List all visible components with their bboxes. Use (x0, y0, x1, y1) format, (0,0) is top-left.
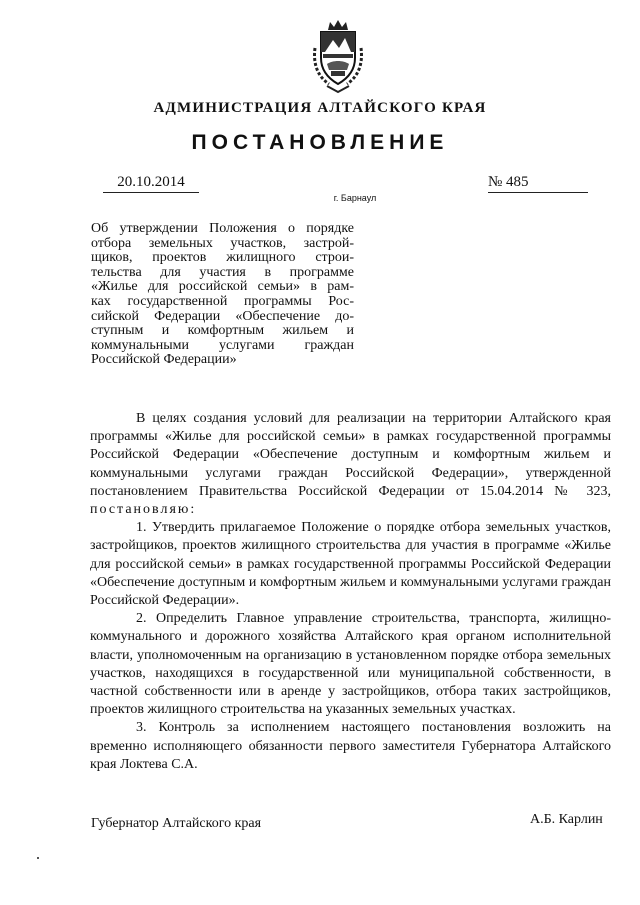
subject-line: щиков, проектов жилищного строи- (91, 250, 354, 266)
document-date: 20.10.2014 (103, 174, 199, 193)
city-label: г. Барнаул (333, 193, 377, 203)
preamble-paragraph (90, 410, 611, 519)
subject-line: отбора земельных участков, застрой- (91, 235, 354, 251)
document-body (90, 410, 611, 774)
subject-line: тельства для участия в программе (91, 264, 354, 280)
resolution-word: постановляю: (90, 502, 197, 518)
preamble-text: В целях создания условий для реализации на территории Алтайского края программы «Жилье для российской семьи» в рамках государственной программы Российской Федерации «Обеспечение доступным и комфортным жильем и коммунальными услугами граждан Российской Федерации», утвержденной постановлением Правительства Российской Федерации от 15.04.2014 № 323, (90, 411, 611, 499)
subject-line: Об утверждении Положения о порядке (91, 221, 354, 236)
subject-line: коммунальными услугами граждан (91, 337, 354, 353)
signatory-position: Губернатор Алтайского края (91, 816, 262, 831)
scan-mark (37, 857, 39, 859)
clause-1: 1. Утвердить прилагаемое Положение о порядке отбора земельных участков, застройщиков, проектов жилищного строительства для участия в программе «Жилье для российской семьи» в рамках государственной программы Российской Федерации «Обеспечение доступным и комфортным жильем и коммунальными услугами граждан Российской Федерации». (90, 520, 611, 609)
subject-line: ступным и комфортным жильем и (91, 323, 354, 339)
document-number: № 485 (488, 174, 588, 193)
subject-line: сийской Федерации «Обеспечение до- (91, 308, 354, 324)
coat-of-arms-icon (303, 18, 373, 96)
subject-line: ках государственной программы Рос- (91, 293, 354, 309)
clause-3: 3. Контроль за исполнением настоящего постановления возложить на временно исполняющего обязанности первого заместителя Губернатора Алтайского края Локтева С.А. (90, 720, 611, 772)
subject-line: Российской Федерации» (91, 352, 237, 368)
document-subject (91, 222, 354, 368)
subject-line: «Жилье для российской семьи» в рам- (91, 279, 354, 295)
organization-title: АДМИНИСТРАЦИЯ АЛТАЙСКОГО КРАЯ (153, 100, 487, 116)
signatory-name: А.Б. Карлин (530, 812, 603, 827)
document-type: ПОСТАНОВЛЕНИЕ (191, 131, 449, 154)
clause-2: 2. Определить Главное управление строительства, транспорта, жилищно-коммунального и дорожного хозяйства Алтайского края органом исполнительной власти, уполномоченным на организацию в установленном порядке отбора земельных участков, находящихся в государственной или муниципальной собственности, в частной собственности или в аренде у застройщиков, отбора таких застройщиков, проектов жилищного строительства на указанных земельных участках. (90, 611, 611, 718)
